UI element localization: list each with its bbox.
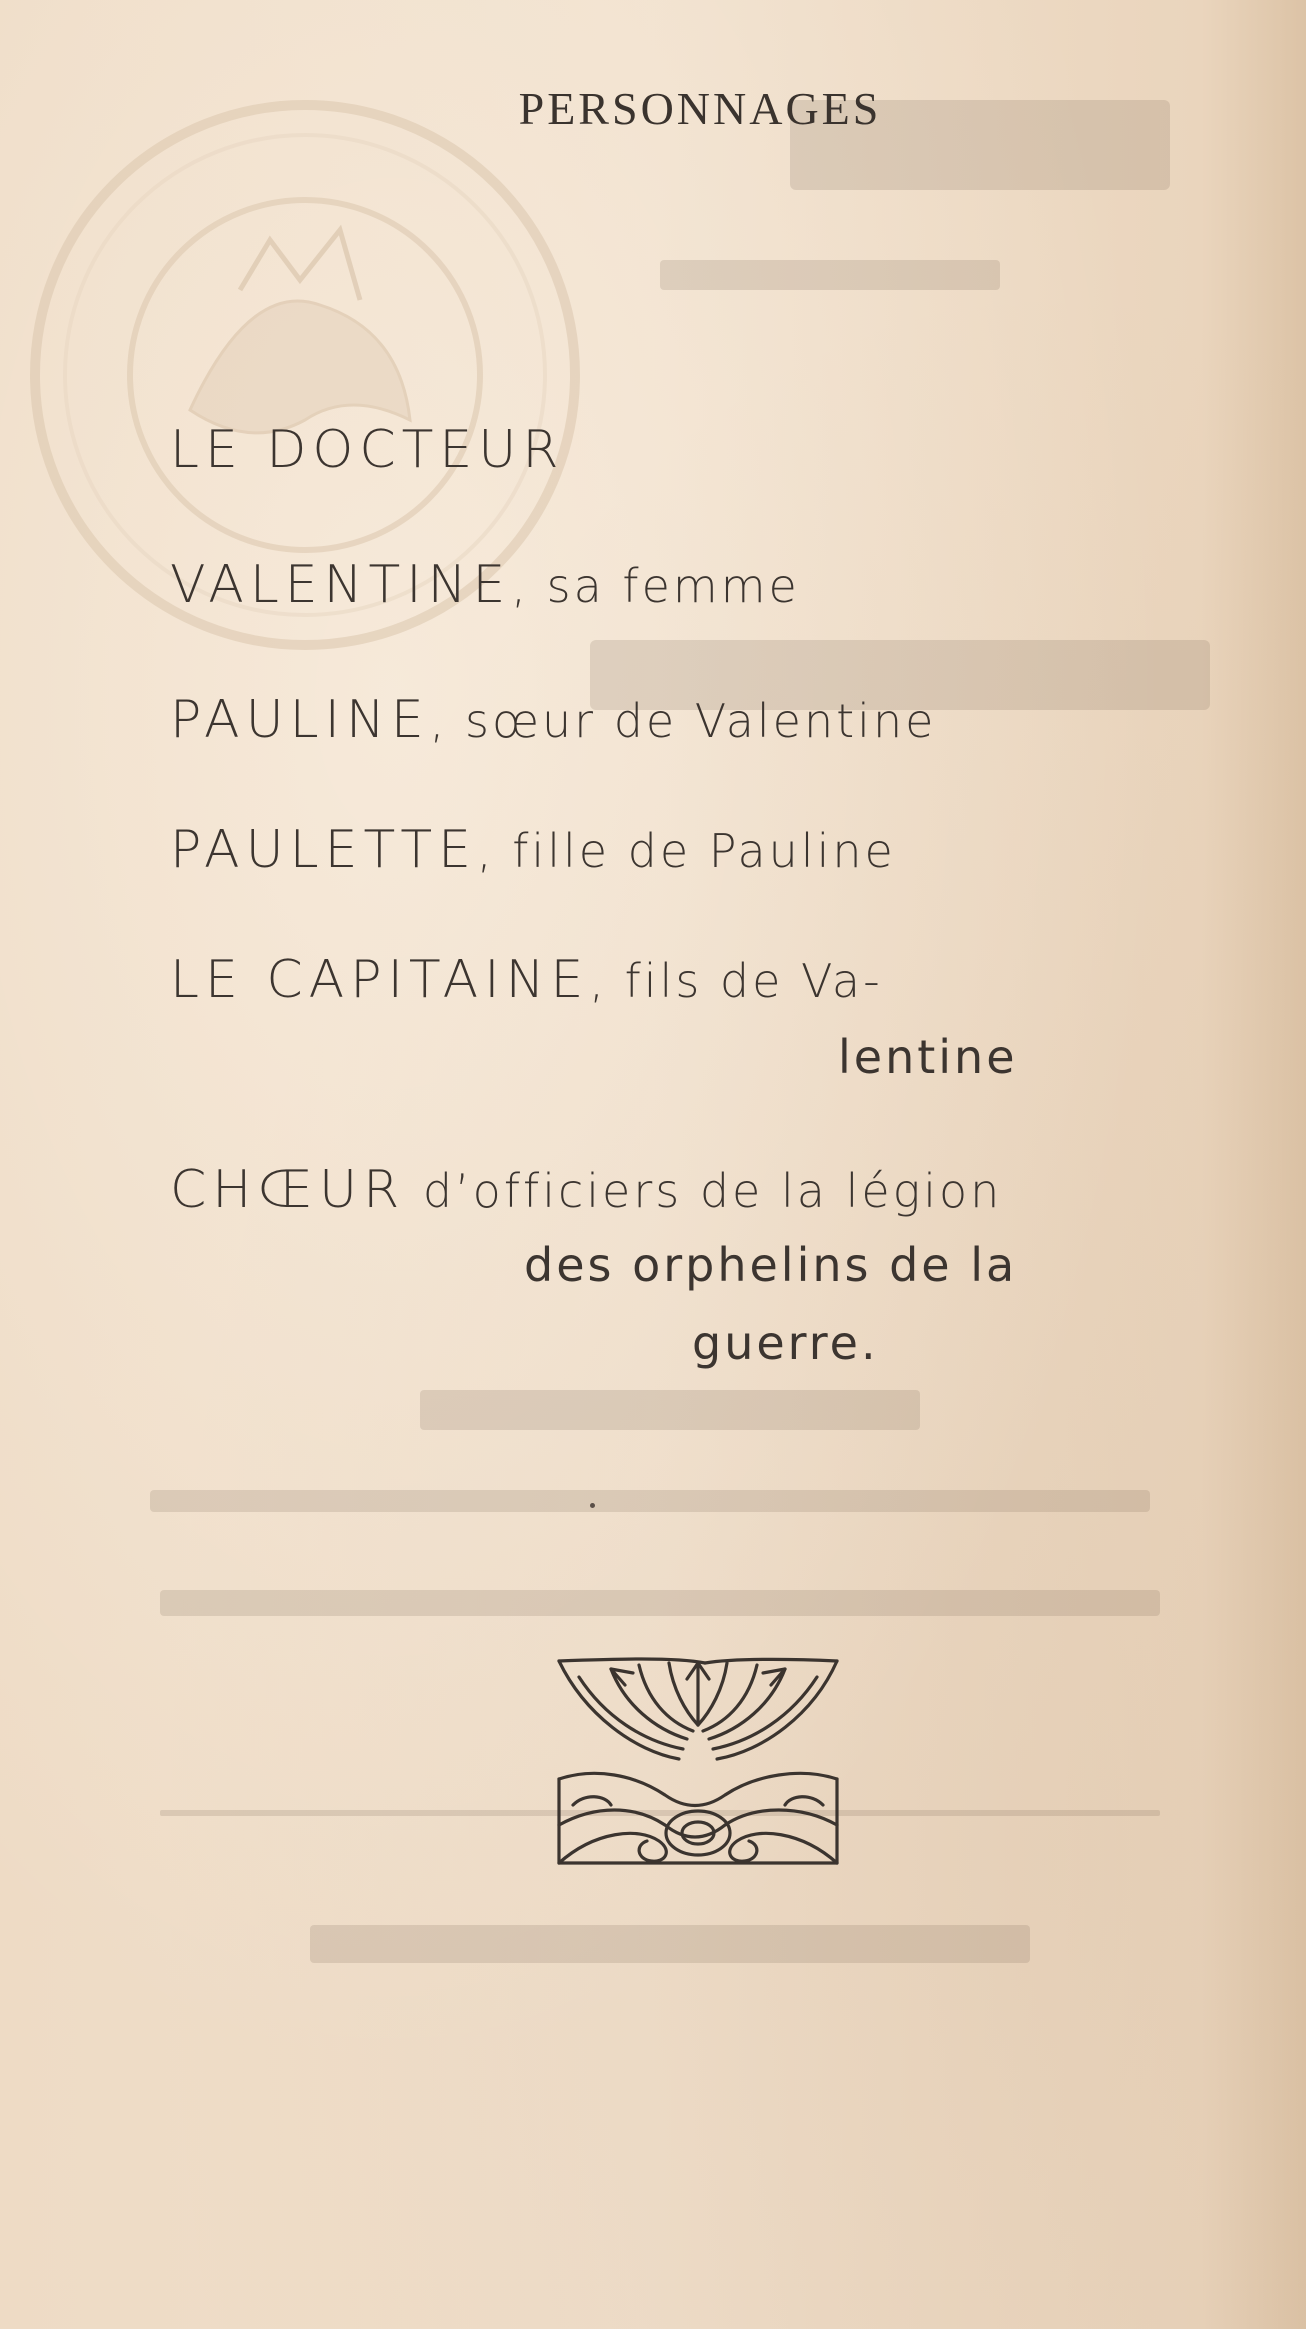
character-valentine [170, 555, 800, 615]
character-description-continuation: des orphelins de la [524, 1238, 1018, 1292]
character-description: , sœur de Valentine [429, 694, 937, 748]
character-pauline [170, 690, 936, 750]
character-description: , sa femme [511, 559, 800, 613]
character-description: , fils de Va- [589, 954, 883, 1008]
character-name: LE DOCTEUR [170, 420, 565, 480]
character-name: PAULETTE [170, 820, 477, 880]
page-title: PERSONNAGES [518, 83, 882, 134]
character-name: LE CAPITAINE [170, 950, 590, 1010]
character-le-docteur [170, 420, 564, 480]
character-name: VALENTINE [170, 555, 512, 615]
character-description-continuation-2: guerre. [692, 1316, 879, 1370]
character-paulette [170, 820, 896, 880]
character-description: d’officiers de la légion [405, 1164, 1003, 1218]
floral-ornament-icon [555, 1655, 840, 1870]
character-le-capitaine [170, 950, 883, 1010]
character-description: , fille de Pauline [476, 824, 896, 878]
character-choeur [170, 1160, 1002, 1220]
character-name: CHŒUR [170, 1160, 406, 1220]
ink-speck [590, 1503, 595, 1508]
character-description-continuation: lentine [838, 1030, 1018, 1084]
character-name: PAULINE [170, 690, 430, 750]
